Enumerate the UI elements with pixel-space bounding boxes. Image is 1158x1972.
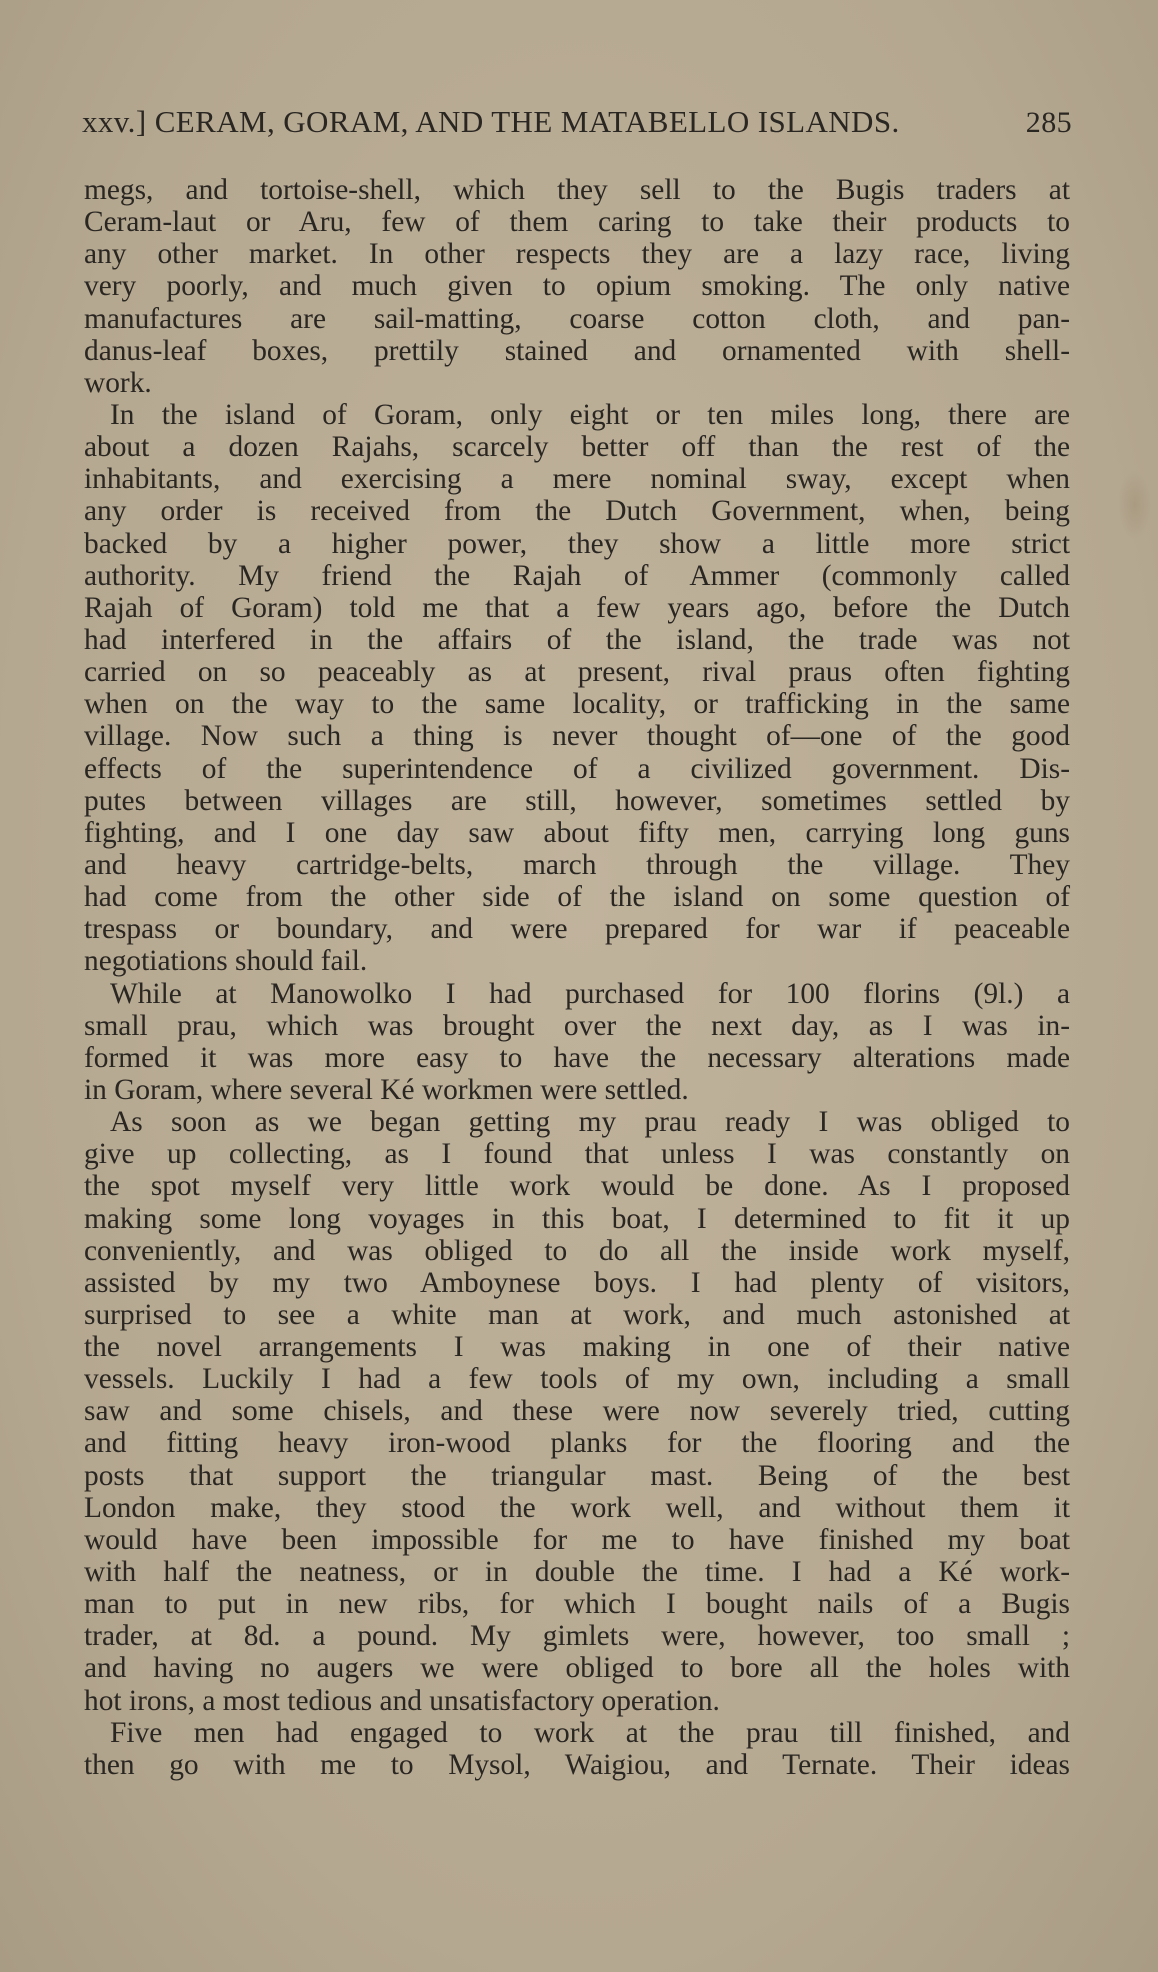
text-line: Five men had engaged to work at the prau till finished, and — [110, 1716, 1070, 1749]
text-line: surprised to see a white man at work, and much astonished at — [84, 1298, 1070, 1331]
text-line: and fitting heavy iron-wood planks for the flooring and the — [84, 1427, 1070, 1460]
text-line: making some long voyages in this boat, I determined to fit it up — [84, 1202, 1070, 1235]
text-line: negotiations should fail. — [84, 945, 368, 978]
text-line: Rajah of Goram) told me that a few years ago, before the Dutch — [84, 591, 1070, 624]
text-line: the novel arrangements I was making in one of their native — [84, 1331, 1070, 1364]
text-line: in Goram, where several Ké workmen were settled. — [84, 1073, 689, 1106]
body-text — [84, 174, 1070, 1781]
text-line: then go with me to Mysol, Waigiou, and Ternate. Their ideas — [84, 1748, 1070, 1781]
text-line: village. Now such a thing is never thought of—one of the good — [84, 720, 1070, 753]
page-smudge — [1118, 470, 1152, 540]
text-line: While at Manowolko I had purchased for 100 florins (9l.) a — [110, 977, 1070, 1010]
text-line: Ceram-laut or Aru, few of them caring to take their products to — [84, 206, 1070, 239]
text-line: give up collecting, as I found that unless I was constantly on — [84, 1138, 1070, 1171]
text-line: formed it was more easy to have the necessary alterations made — [84, 1041, 1070, 1074]
text-line: danus-leaf boxes, prettily stained and ornamented with shell- — [84, 334, 1070, 367]
text-line: had interfered in the affairs of the island, the trade was not — [84, 623, 1070, 656]
text-line: assisted by my two Amboynese boys. I had plenty of visitors, — [84, 1266, 1070, 1299]
text-line: In the island of Goram, only eight or ten miles long, there are — [110, 398, 1070, 431]
text-line: and having no augers we were obliged to bore all the holes with — [84, 1652, 1070, 1685]
chapter-reference: xxv.] CERAM, GORAM, AND THE MATABELLO ISLANDS. — [82, 104, 900, 139]
text-line: work. — [84, 366, 152, 399]
text-line: very poorly, and much given to opium smoking. The only native — [84, 270, 1070, 303]
text-line: London make, they stood the work well, and without them it — [84, 1491, 1070, 1524]
text-line: trader, at 8d. a pound. My gimlets were, however, too small ; — [84, 1620, 1070, 1653]
text-line: with half the neatness, or in double the time. I had a Ké work- — [84, 1556, 1070, 1589]
text-line: when on the way to the same locality, or trafficking in the same — [84, 688, 1070, 721]
text-line: hot irons, a most tedious and unsatisfactory operation. — [84, 1684, 720, 1717]
text-line: had come from the other side of the island on some question of — [84, 881, 1070, 914]
text-line: the spot myself very little work would be done. As I proposed — [84, 1170, 1070, 1203]
text-line: authority. My friend the Rajah of Ammer (commonly called — [84, 559, 1070, 592]
text-line: man to put in new ribs, for which I bought nails of a Bugis — [84, 1588, 1070, 1621]
text-line: As soon as we began getting my prau ready I was obliged to — [110, 1106, 1070, 1139]
text-line: backed by a higher power, they show a little more strict — [84, 527, 1070, 560]
text-line: posts that support the triangular mast. Being of the best — [84, 1459, 1070, 1492]
text-line: saw and some chisels, and these were now severely tried, cutting — [84, 1395, 1070, 1428]
text-line: about a dozen Rajahs, scarcely better off than the rest of the — [84, 431, 1070, 464]
text-line: any order is received from the Dutch Government, when, being — [84, 495, 1070, 528]
running-head — [82, 104, 1072, 144]
text-line: carried on so peaceably as at present, rival praus often fighting — [84, 656, 1070, 689]
text-line: would have been impossible for me to have finished my boat — [84, 1523, 1070, 1556]
text-line: and heavy cartridge-belts, march through the village. They — [84, 848, 1070, 881]
text-line: inhabitants, and exercising a mere nominal sway, except when — [84, 463, 1070, 496]
text-line: megs, and tortoise-shell, which they sell to the Bugis traders at — [84, 174, 1070, 206]
text-line: effects of the superintendence of a civilized government. Dis- — [84, 752, 1070, 785]
text-line: any other market. In other respects they are a lazy race, living — [84, 238, 1070, 271]
page-number: 285 — [1025, 106, 1072, 139]
text-line: manufactures are sail-matting, coarse cotton cloth, and pan- — [84, 302, 1070, 335]
text-line: trespass or boundary, and were prepared for war if peaceable — [84, 913, 1070, 946]
text-line: small prau, which was brought over the next day, as I was in- — [84, 1009, 1070, 1042]
text-line: vessels. Luckily I had a few tools of my own, including a small — [84, 1363, 1070, 1396]
text-line: putes between villages are still, however, sometimes settled by — [84, 784, 1070, 817]
text-line: conveniently, and was obliged to do all the inside work myself, — [84, 1234, 1070, 1267]
text-line: fighting, and I one day saw about fifty men, carrying long guns — [84, 816, 1070, 849]
